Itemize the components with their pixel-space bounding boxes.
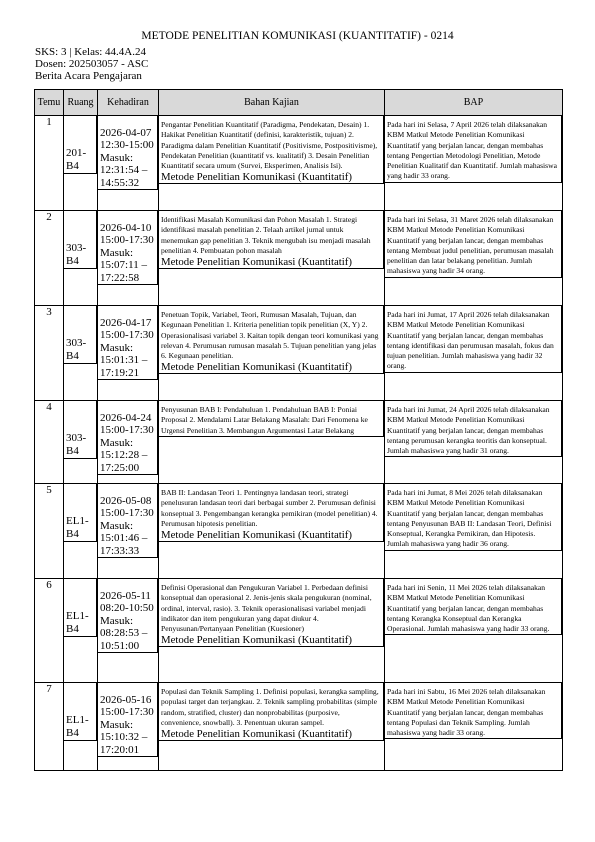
row-ruang: 303-B4 <box>64 306 97 364</box>
bahan-text: Penetuan Topik, Variabel, Teori, Rumusan Masalah, Tujuan, dan Kegunaan Penelitian 1. Kriteria penelitian topik penelitian (X, Y) 2. Operasionalisasi variabel 3. Kaitan topik dengan teori komunikasi yang relevan 4. Perumusan rumusan masalah 5. Tujuan penelitian yang jelas 6. Kegunaan penelitian. <box>161 310 379 361</box>
row-kehadiran: 2026-05-08 15:00-17:30 Masuk: 15:01:46 – 17:33:33 <box>98 484 158 558</box>
table-row <box>35 211 563 306</box>
header-ruang: Ruang <box>64 90 98 116</box>
row-number: 6 <box>35 579 64 683</box>
row-number: 3 <box>35 306 64 401</box>
bahan-text: BAB II: Landasan Teori 1. Pentingnya landasan teori, strategi penelusuran landasan teori dari berbagai sumber 2. Perumusan definisi konseptual 3. Pengembangan kerangka pemikiran (model penelitian) 4. Perumusan hipotesis penelitian. <box>161 488 378 528</box>
table-header-row <box>35 90 563 116</box>
table-row <box>35 683 563 771</box>
bahan-text: Pengantar Penelitian Kuantitatif (Paradigma, Pendekatan, Desain) 1. Hakikat Penelitian Kuantitatif (definisi, karakteristik, tujuan) 2. Paradigma dalam Penelitian Kuantitatif (Positivisme, Postpositivisme), Pendekatan Penelitian (kuantitatif vs. kualitatif) 3. Desain Penelitian Kuantitatif secara umum (Survei, Eksperimen, Analisis Isi). <box>161 120 378 171</box>
bap-table <box>34 89 563 771</box>
row-kehadiran: 2026-04-07 12:30-15:00 Masuk: 12:31:54 – 14:55:32 <box>98 116 158 190</box>
matakuliah-label: Metode Penelitian Komunikasi (Kuantitatif) <box>161 171 353 184</box>
row-ruang: 201-B4 <box>64 116 97 174</box>
dosen-line: Dosen: 202503057 - ASC <box>35 58 149 70</box>
row-bap: Pada hari ini Jumat, 17 April 2026 telah dilaksanakan KBM Matkul Metode Penelitian Komunikasi Kuantitatif yang berjalan lancar, dengan membahas tentang identifikasi dan perumusan masalah, fokus dan tujuan penelitian. Jumlah mahasiswa yang hadir 32 orang. <box>385 306 562 373</box>
row-ruang: 303-B4 <box>64 211 97 269</box>
row-bap: Pada hari ini Sabtu, 16 Mei 2026 telah dilaksanakan KBM Matkul Metode Penelitian Komunikasi Kuantitatif yang berjalan lancar, dengan membahas tentang Populasi dan Teknik Sampling. Jumlah mahasiswa yang hadir 33 orang. <box>385 683 562 739</box>
table-row <box>35 484 563 579</box>
table-row <box>35 401 563 484</box>
row-bahan-kajian <box>159 401 384 437</box>
matakuliah-label: Metode Penelitian Komunikasi (Kuantitatif) <box>161 361 353 374</box>
row-bap: Pada hari ini Selasa, 31 Maret 2026 telah dilaksanakan KBM Matkul Metode Penelitian Komunikasi Kuantitatif yang berjalan lancar, dengan membahas tentang Membuat judul penelitian, perumusan masalah penelitian dan latar belakang penelitian. Jumlah mahasiswa yang hadir 34 orang. <box>385 211 562 278</box>
header-bahan-kajian: Bahan Kajian <box>159 90 385 116</box>
sks-kelas-line: SKS: 3 | Kelas: 44.4A.24 <box>35 46 146 58</box>
row-bahan-kajian <box>159 306 384 374</box>
row-bahan-kajian <box>159 579 384 647</box>
bahan-text: Penyusunan BAB I: Pendahuluan 1. Pendahuluan BAB I: Poniai Proposal 2. Mendalami Latar Belakang Masalah: Dari Fenomena ke Urgensi Penelitian 3. Membangun Argumentasi Latar Belakang <box>161 405 368 435</box>
row-ruang: 303-B4 <box>64 401 97 459</box>
header-kehadiran: Kehadiran <box>98 90 159 116</box>
bahan-text: Definisi Operasional dan Pengukuran Variabel 1. Perbedaan definisi konseptual dan operasional 2. Jenis-jenis skala pengukuran (nominal, ordinal, interval, rasio). 3. Teknik operasionalisasi variabel menjadi indikator dan item pengukuran yang dapat diukur 4. Penyusunan/Pertanyaan Penelitian (Kuesioner) <box>161 583 372 634</box>
row-kehadiran: 2026-05-16 15:00-17:30 Masuk: 15:10:32 – 17:20:01 <box>98 683 158 757</box>
row-bap: Pada hari ini Jumat, 8 Mei 2026 telah dilaksanakan KBM Matkul Metode Penelitian Komunikasi Kuantitatif yang berjalan lancar, dengan membahas tentang Penyusunan BAB II: Landasan Teori, Definisi Konseptual, Kerangka Pemikiran, dan Hipotesis. Jumlah mahasiswa yang hadir 36 orang. <box>385 484 562 551</box>
row-number: 5 <box>35 484 64 579</box>
bahan-text: Populasi dan Teknik Sampling 1. Definisi populasi, kerangka sampling, populasi target dan terjangkau. 2. Teknik sampling probabilitas (simple random, stratified, cluster) dan nonprobabilitas (purposive, convenience, snowball). 3. Penentuan ukuran sampel. <box>161 687 379 727</box>
row-kehadiran: 2026-04-24 15:00-17:30 Masuk: 15:12:28 – 17:25:00 <box>98 401 158 475</box>
row-bahan-kajian <box>159 683 384 741</box>
row-bahan-kajian <box>159 211 384 269</box>
table-row <box>35 306 563 401</box>
row-kehadiran: 2026-05-11 08:20-10:50 Masuk: 08:28:53 – 10:51:00 <box>98 579 158 653</box>
row-bahan-kajian <box>159 116 384 184</box>
bahan-text: Identifikasi Masalah Komunikasi dan Pohon Masalah 1. Strategi identifikasi masalah penelitian 2. Telaah artikel jurnal untuk menemukan gap penelitian 3. Teknik mengubah isu menjadi masalah penelitian 4. Pembuatan pohon masalah <box>161 215 371 255</box>
header-bap: BAP <box>385 90 563 116</box>
matakuliah-label: Metode Penelitian Komunikasi (Kuantitatif) <box>161 728 353 741</box>
matakuliah-label: Metode Penelitian Komunikasi (Kuantitatif) <box>161 634 353 647</box>
row-kehadiran: 2026-04-17 15:00-17:30 Masuk: 15:01:31 – 17:19:21 <box>98 306 158 380</box>
row-number: 4 <box>35 401 64 484</box>
row-bap: Pada hari ini Senin, 11 Mei 2026 telah dilaksanakan KBM Matkul Metode Penelitian Komunikasi Kuantitatif yang berjalan lancar, dengan membahas tentang Kerangka Konseptual dan Kerangka Operasional. Jumlah mahasiswa yang hadir 33 orang. <box>385 579 562 635</box>
berita-acara-line: Berita Acara Pengajaran <box>35 70 142 82</box>
table-row <box>35 579 563 683</box>
row-number: 1 <box>35 116 64 211</box>
row-number: 7 <box>35 683 64 771</box>
row-bahan-kajian <box>159 484 384 542</box>
matakuliah-label: Metode Penelitian Komunikasi (Kuantitatif) <box>161 529 353 542</box>
header-temu: Temu <box>35 90 64 116</box>
row-bap: Pada hari ini Selasa, 7 April 2026 telah dilaksanakan KBM Matkul Metode Penelitian Komunikasi Kuantitatif yang berjalan lancar, dengan membahas tentang Pengertian Metodologi Penelitian, Metode Penelitian Kualitatif dan Kuantitatif. Jumlah mahasiswa yang hadir 33 orang. <box>385 116 562 183</box>
document-title: METODE PENELITIAN KOMUNIKASI (KUANTITATIF) - 0214 <box>141 30 454 42</box>
matakuliah-label: Metode Penelitian Komunikasi (Kuantitatif) <box>161 256 353 269</box>
row-kehadiran: 2026-04-10 15:00-17:30 Masuk: 15:07:11 – 17:22:58 <box>98 211 158 285</box>
row-bap: Pada hari ini Jumat, 24 April 2026 telah dilaksanakan KBM Matkul Metode Penelitian Komunikasi Kuantitatif yang berjalan lancar, dengan membahas tentang perumusan kerangka teoritis dan konseptual. Jumlah mahasiswa yang hadir 31 orang. <box>385 401 562 457</box>
row-ruang: EL1-B4 <box>64 579 97 637</box>
row-ruang: EL1-B4 <box>64 484 97 542</box>
row-ruang: EL1-B4 <box>64 683 97 741</box>
row-number: 2 <box>35 211 64 306</box>
table-row <box>35 116 563 211</box>
